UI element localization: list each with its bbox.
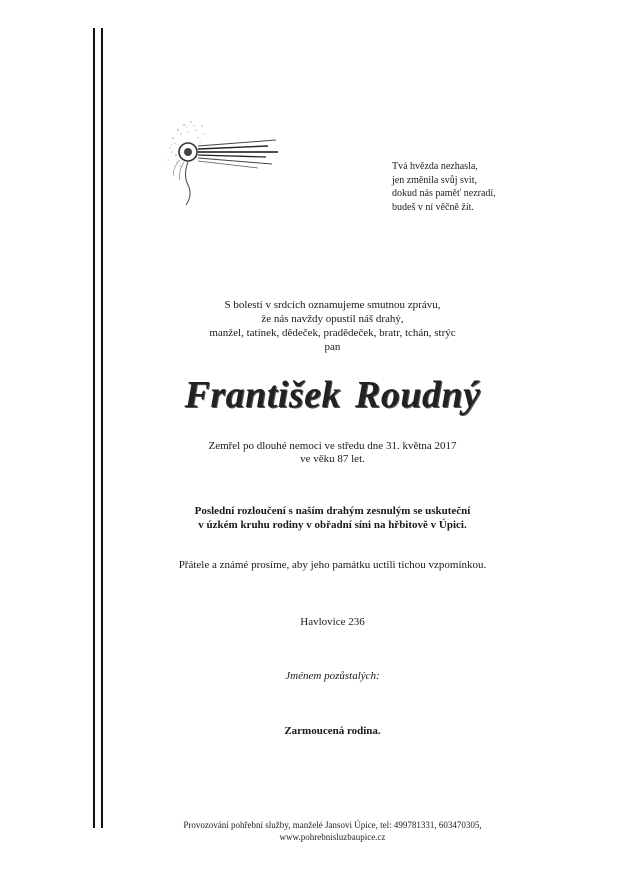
mourning-border-line-inner: [101, 28, 103, 828]
friends-request: Přátele a známé prosíme, aby jeho památku uctili tichou vzpomínkou.: [178, 559, 487, 571]
address: Havlovice 236: [300, 616, 365, 628]
deceased-name: [110, 373, 555, 417]
poem-line: dokud nás paměť nezradí,: [392, 188, 496, 199]
star-emblem-icon: [158, 110, 283, 210]
footer-line: Provozování pohřební služby, manželé Jansovi Úpice, tel: 499781331, 603470305,: [183, 820, 482, 830]
funeral-service-footer: [110, 820, 555, 843]
family-signature: Zarmoucená rodina.: [284, 725, 381, 737]
poem-line: jen změnila svůj svit,: [392, 174, 477, 186]
deceased-first-name: František: [184, 374, 342, 416]
announcement-line: manžel, tatínek, dědeček, pradědeček, bratr, tchán, strýc: [209, 327, 456, 339]
death-info: [110, 440, 555, 466]
deceased-last-name: Roudný: [355, 374, 481, 416]
announcement-text: [110, 298, 555, 354]
farewell-line: v úzkém kruhu rodiny v obřadní síni na hřbitově v Úpici.: [198, 519, 467, 531]
death-info-line: ve věku 87 let.: [300, 453, 365, 465]
announcement-line: pan: [324, 341, 341, 353]
farewell-line: Poslední rozloučení s naším drahým zesnulým se uskuteční: [194, 505, 471, 517]
footer-website: www.pohrebnisluzbaupice.cz: [279, 831, 386, 842]
farewell-info: [110, 504, 555, 532]
mourning-border-line-outer: [93, 28, 95, 828]
on-behalf-label: Jménem pozůstalých:: [285, 670, 380, 682]
poem-line: budeš v ní věčně žít.: [392, 201, 474, 213]
announcement-line: S bolestí v srdcích oznamujeme smutnou zprávu,: [224, 299, 441, 311]
poem-line: Tvá hvězda nezhasla,: [392, 161, 478, 172]
memorial-poem: [392, 160, 496, 214]
death-info-line: Zemřel po dlouhé nemoci ve středu dne 31. května 2017: [208, 440, 457, 452]
announcement-line: že nás navždy opustil náš drahý,: [261, 313, 404, 325]
